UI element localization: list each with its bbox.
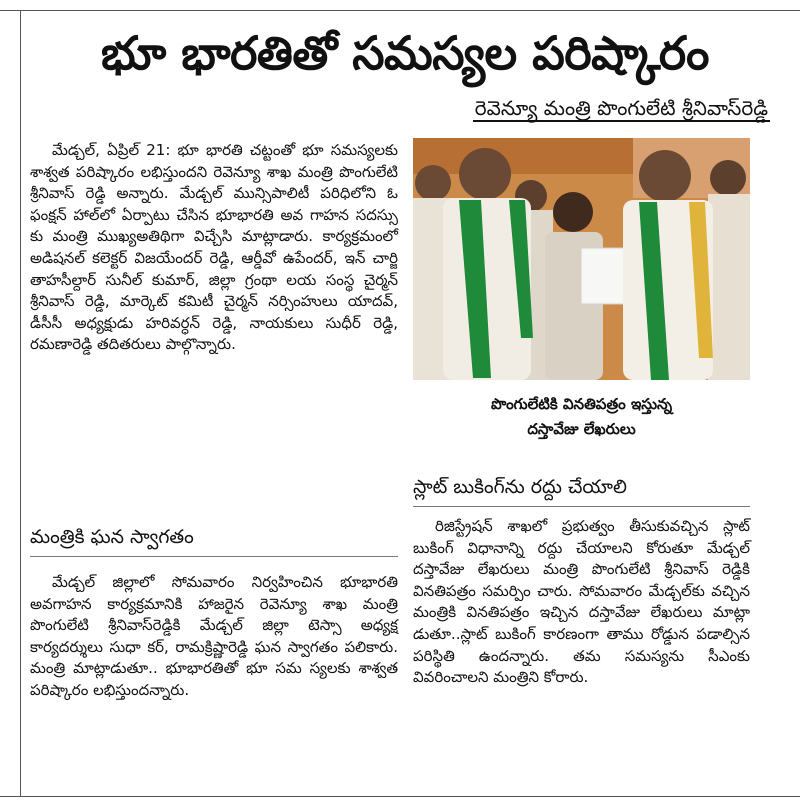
section-welcome-text: మేడ్చల్ జిల్లాలో సోమవారం నిర్వహించిన భూభారతి అవగాహన కార్యక్రమానికి హాజరైన రెవెన్యూ శాఖ మంత్రి పొంగులేటి శ్రీనివాస్‌రెడ్డికి మేడ్చల్ జిల్లా టెస్సా అధ్యక్ష కార్యదర్శులు సుధా కర్, రామక్రిష్ణారెడ్డి ఘన స్వాగతం పలికారు. మంత్రి మాట్లాడుతూ.. భూభారతితో భూ సమ స్యలకు శాశ్వత పరిష్కారం లభిస్తుందన్నారు. <box>30 573 398 699</box>
left-rule <box>20 10 21 797</box>
article-main-text: మేడ్చల్, ఏప్రిల్ 21: భూ భారతి చట్టంతో భూ సమస్యలకు శాశ్వత పరిష్కారం లభిస్తుందని రెవెన్యూ శాఖ మంత్రి పొంగులేటి శ్రీనివాస్ రెడ్డి అన్నారు. మేడ్చల్ మున్సిపాలిటీ పరిధిలోని ఓ ఫంక్షన్ హాల్‌లో ఏర్పాటు చేసిన భూభారతి అవ గాహన సదస్సు కు మంత్రి ముఖ్యఅతిథిగా విచ్చేసి మాట్లాడారు. కార్యక్రమంలో అడిషనల్ కలెక్టర్ విజయేందర్ రెడ్డి, ఆర్డీవో ఉపేందర్, ఇన్ చార్జి తాహసీల్దార్ సునీల్ కుమార్, జిల్లా గ్రంథా లయ సంస్థ చైర్మన్ శ్రీనివాస్ రెడ్డి, మార్కెట్ కమిటీ చైర్మన్ నర్సింహులు యాదవ్, డీసీసీ అధ్యక్షుడు హరివర్ధన్ రెడ్డి, నాయకులు సుధీర్ రెడ్డి, రమణారెడ్డి తదితరులు పాల్గొన్నారు. <box>30 141 398 354</box>
news-photo <box>413 138 750 380</box>
photo-caption <box>413 392 750 442</box>
top-rule <box>0 10 800 11</box>
headline: భూ భారతితో సమస్యల పరిష్కారం <box>101 26 709 80</box>
section-welcome-rule <box>30 556 398 557</box>
section-slot-body <box>413 516 750 689</box>
photo-caption-line2: దస్తావేజు లేఖరులు <box>527 420 636 438</box>
section-welcome-title: మంత్రికి ఘన స్వాగతం <box>30 526 194 548</box>
section-welcome-body <box>30 572 398 702</box>
article-main <box>30 140 398 356</box>
bottom-rule <box>0 796 800 797</box>
subheadline <box>30 92 770 124</box>
section-slot-text: రిజిస్ట్రేషన్ శాఖలో ప్రభుత్వం తీసుకువచ్చిన స్లాట్ బుకింగ్ విధానాన్ని రద్దు చేయాలని కోరుతూ మేడ్చల్ దస్తావేజు లేఖరులు మంత్రి పొంగులేటి శ్రీనివాస్ రెడ్డికి వినతిపత్రం సమర్పిం చారు. సోమవారం మేడ్చల్‌కు వచ్చిన మంత్రికి వినతిపత్రం ఇచ్చిన దస్తావేజు లేఖరులు మాట్లా డుతూ..స్లాట్ బుకింగ్ కారణంగా తాము రోడ్డున పడాల్సిన పరిస్థితి ఉందన్నారు. తమ సమస్యను సీఎంకు వివరించాలని మంత్రిని కోరారు. <box>413 517 750 687</box>
subheadline-text: రెవెన్యూ మంత్రి పొంగులేటి శ్రీనివాస్‌రెడ్డి <box>474 96 768 120</box>
photo-caption-line1: పొంగులేటికి వినతిపత్రం ఇస్తున్న <box>490 395 673 413</box>
section-slot-rule <box>413 506 750 507</box>
section-slot-title: స్లాట్ బుకింగ్‌ను రద్దు చేయాలి <box>413 476 627 498</box>
